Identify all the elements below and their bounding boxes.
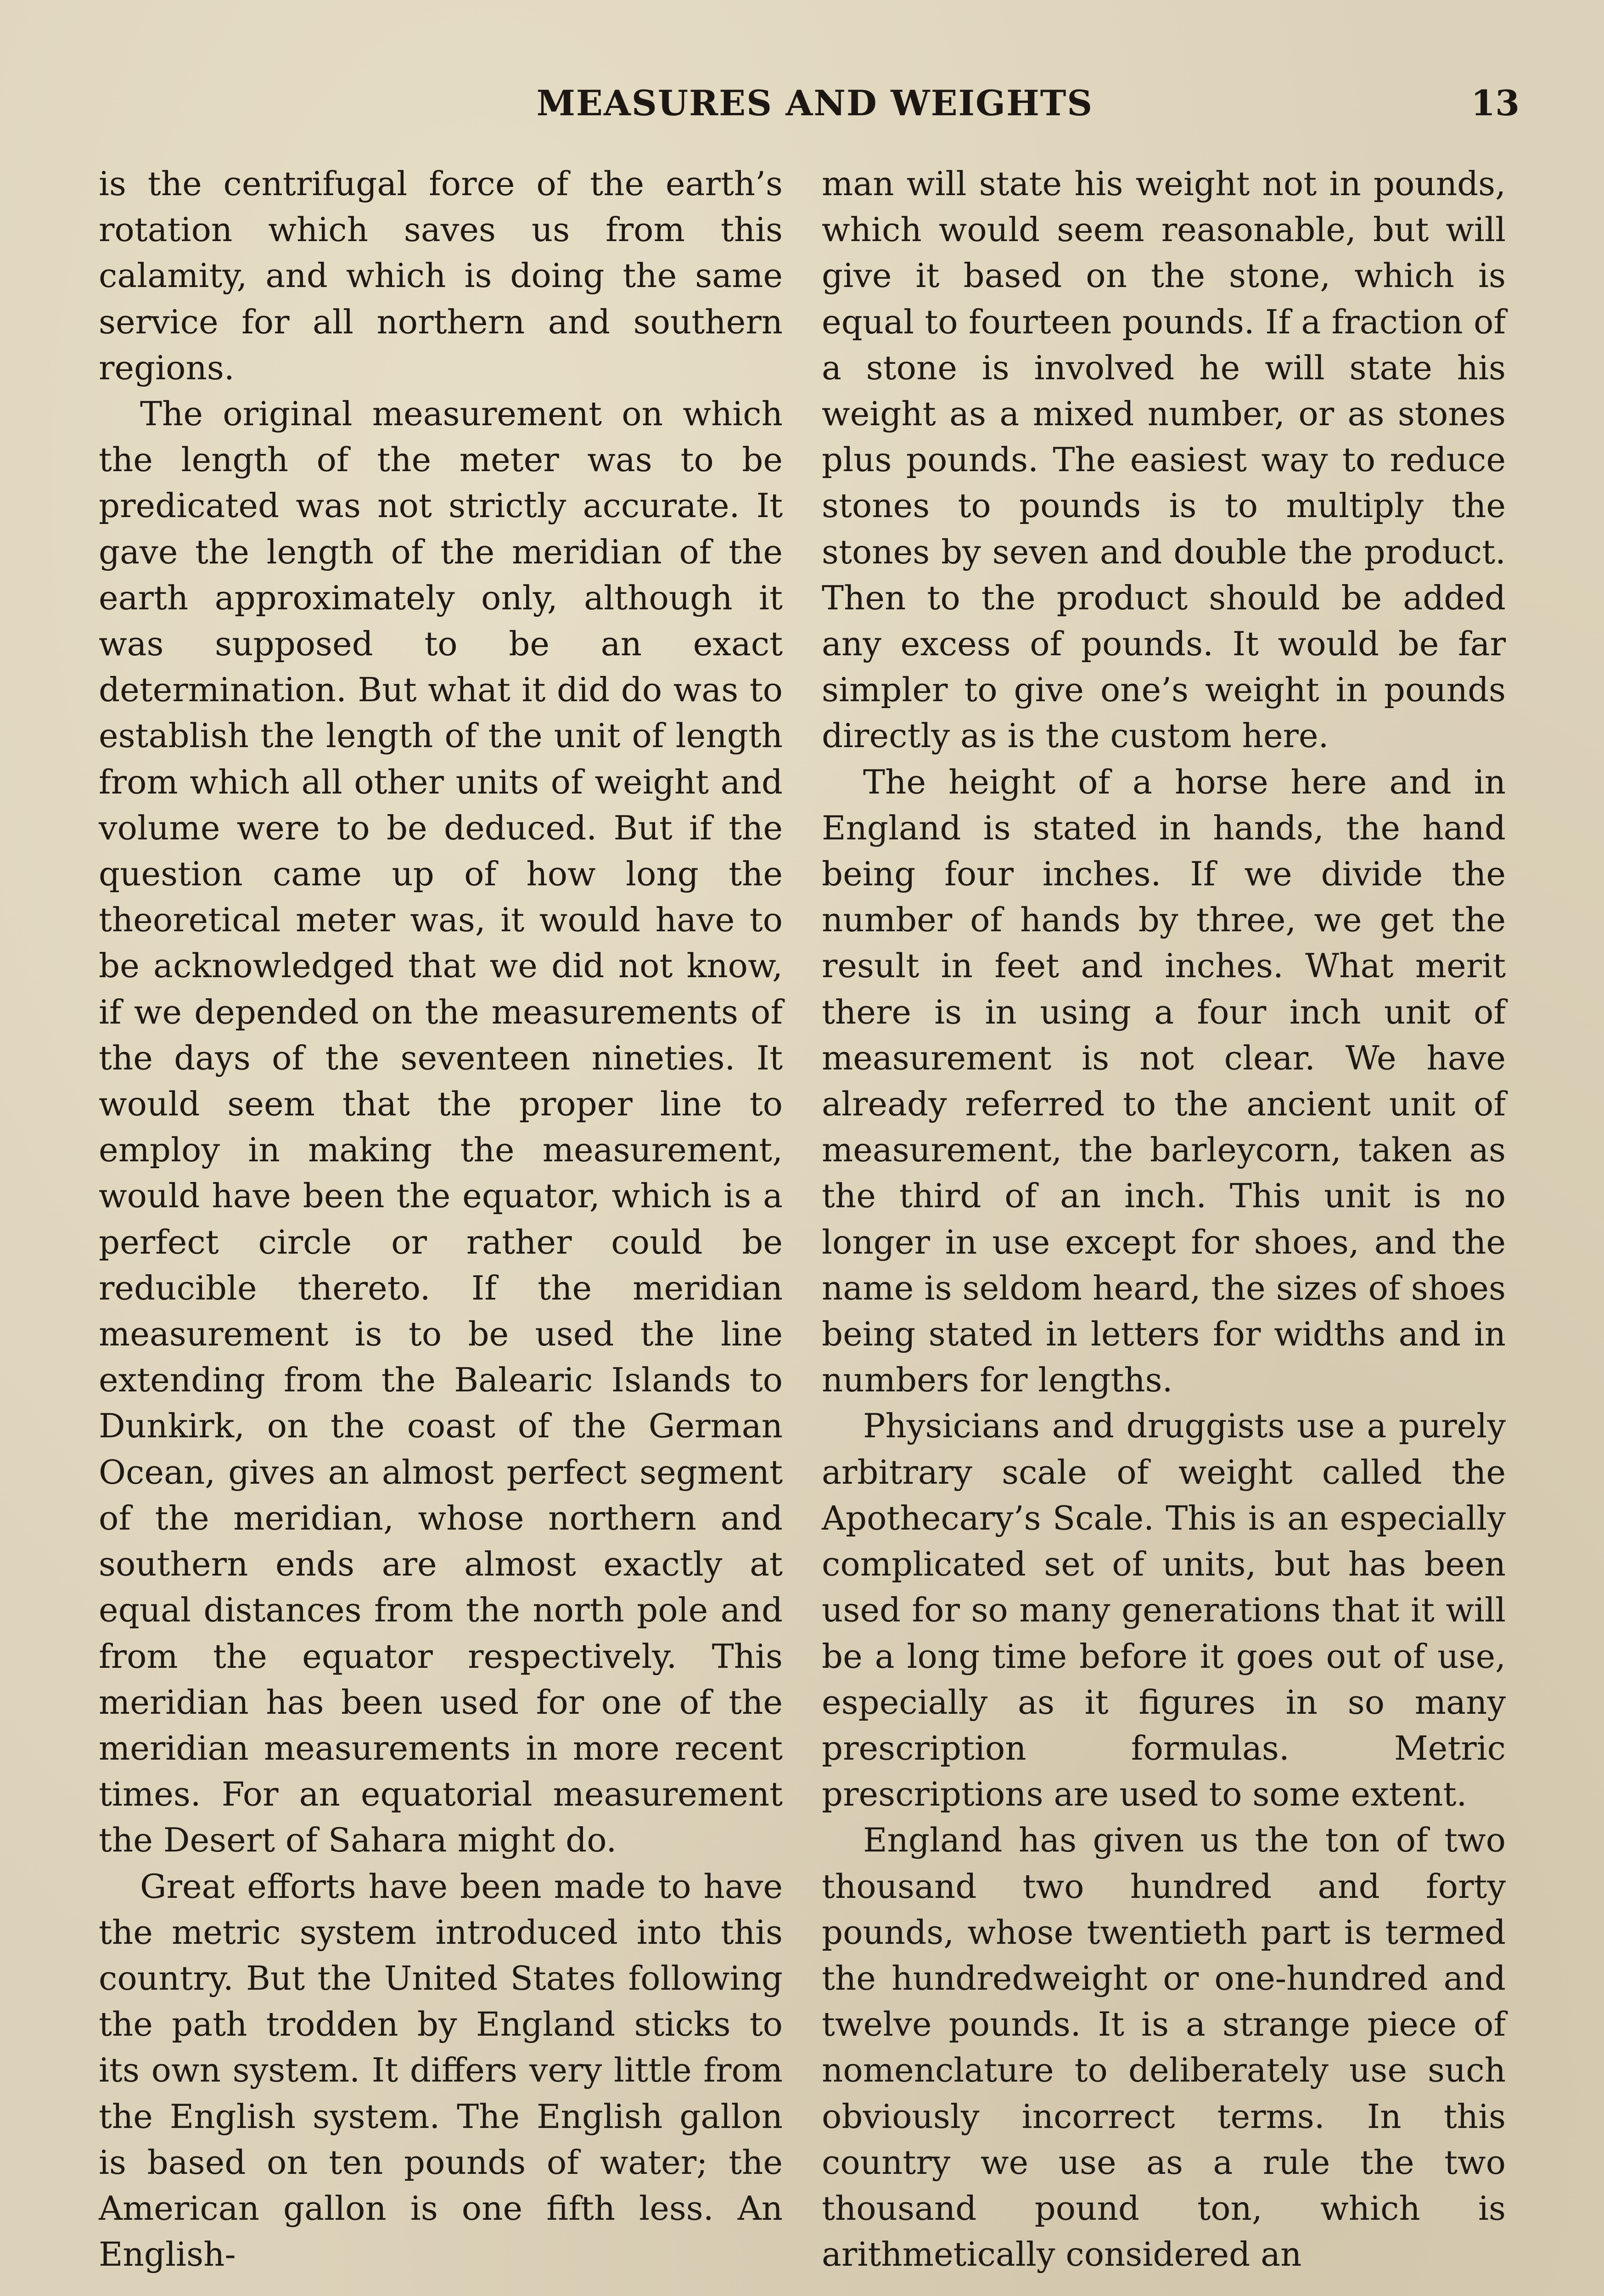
left-column bbox=[99, 161, 783, 2277]
left-paragraph-2: The original measurement on which the length of the meter was to be predicated was not strictly accurate. It gave the length of the meridian of the earth approximately only, although it was supposed to be an exact determination. But what it did do was to establish the length of the unit of length from which all other units of weight and volume were to be deduced. But if the question came up of how long the theoretical meter was, it would have to be acknowledged that we did not know, if we depended on the measurements of the days of the seventeen nineties. It would seem that the proper line to employ in making the measurement, would have been the equator, which is a perfect circle or rather could be reducible thereto. If the meridian measurement is to be used the line extending from the Balearic Islands to Dunkirk, on the coast of the German Ocean, gives an almost perfect segment of the meridian, whose northern and southern ends are almost exactly at equal distances from the north pole and from the equator respectively. This meridian has been used for one of the meridian measurements in more recent times. For an equatorial measurement the Desert of Sahara might do. bbox=[99, 394, 783, 1860]
left-paragraph-3: Great efforts have been made to have the metric system introduced into this country. But the United States following the path trodden by England sticks to its own system. It differs very little from the English system. The English gallon is based on ten pounds of water; the American gallon is one fifth less. An English- bbox=[99, 1867, 783, 2274]
page-number: 13 bbox=[1471, 83, 1520, 124]
right-paragraph-3: Physicians and druggists use a purely arbitrary scale of weight called the Apothecary’s Scale. This is an especially complicated set of units, but has been used for so many generations that it will be a long time before it goes out of use, especially as it figures in so many prescription formulas. Metric prescriptions are used to some extent. bbox=[822, 1407, 1506, 1814]
left-paragraph-1: is the centrifugal force of the earth’s rotation which saves us from this calamity, and which is doing the same service for all northern and southern regions. bbox=[99, 164, 783, 387]
right-paragraph-1: man will state his weight not in pounds, which would seem reasonable, but will give it based on the stone, which is equal to fourteen pounds. If a fraction of a stone is involved he will state his weight as a mixed number, or as stones plus pounds. The easiest way to reduce stones to pounds is to multiply the stones by seven and double the product. Then to the product should be added any excess of pounds. It would be far simpler to give one’s weight in pounds directly as is the custom here. bbox=[822, 164, 1506, 755]
right-paragraph-2: The height of a horse here and in England is stated in hands, the hand being four inches. If we divide the number of hands by three, we get the result in feet and inches. What merit there is in using a four inch unit of measurement is not clear. We have already referred to the ancient unit of measurement, the barleycorn, taken as the third of an inch. This unit is no longer in use except for shoes, and the name is seldom heard, the sizes of shoes being stated in letters for widths and in numbers for lengths. bbox=[822, 762, 1506, 1400]
right-column bbox=[822, 161, 1506, 2277]
running-head: MEASURES AND WEIGHTS bbox=[536, 83, 1094, 124]
right-paragraph-4: England has given us the ton of two thousand two hundred and forty pounds, whose twentieth part is termed the hundredweight or one-hundred and twelve pounds. It is a strange piece of nomenclature to deliberately use such obviously incorrect terms. In this country we use as a rule the two thousand pound ton, which is arithmetically considered an bbox=[822, 1821, 1506, 2274]
